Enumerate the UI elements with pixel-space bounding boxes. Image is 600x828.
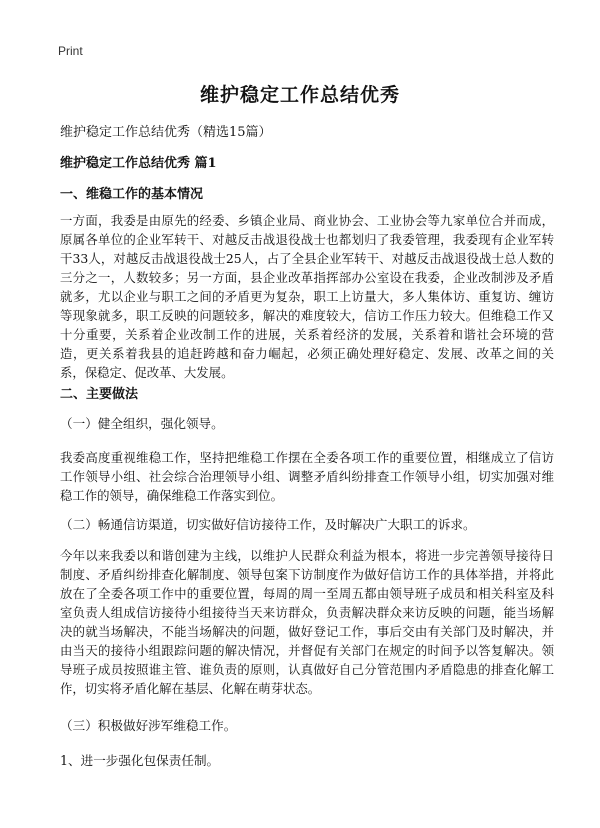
section-1-paragraph: 一方面，我委是由原先的经委、乡镇企业局、商业协会、工业协会等九家单位合并而成，原属各单位的企业军转干、对越反击战退役战士也都划归了我委管理，我委现有企业军转干33人，对越反击战退役战士25人，占了全县企业军转干、对越反击战退役战士总人数的三分之一，人数较多；另一方面，县企业改革指挥部办公室设在我委，企业改制涉及矛盾就多，尤以企业与职工之间的矛盾更为复杂，职工上访量大，多人集体访、重复访、缠访等现象就多，职工反映的问题较多，解决的难度较大，信访工作压力较大。但维稳工作又十分重要，关系着企业改制工作的进展，关系着经济的发展，关系着和谐社会环境的营造，更关系着我县的追赶跨越和奋力崛起，必须正确处理好稳定、发展、改革之间的关系，保稳定、促改革、大发展。 <box>60 213 554 380</box>
page-title: 维护稳定工作总结优秀 <box>199 84 400 106</box>
item-1-heading: 1、进一步强化包保责任制。 <box>60 753 220 768</box>
print-link[interactable]: Print <box>58 44 83 58</box>
section-2-heading: 二、主要做法 <box>60 387 139 402</box>
subsection-2-paragraph: 今年以来我委以和谐创建为主线，以维护人民群众利益为根本，将进一步完善领导接待日制度、矛盾纠纷排查化解制度、领导包案下访制度作为做好信访工作的具体举措，并将此放在了全委各项工作中的重要位置，每周的周一至周五都由领导班子成员和相关科室及科室负责人组成信访接待小组接待当天来访群众，负责解决群众来访反映的问题，能当场解决的就当场解决，不能当场解决的问题，做好登记工作，事后交由有关部门及时解决，并由当天的接待小组跟踪问题的解决情况，并督促有关部门在规定的时间予以答复解决。领导班子成员按照谁主管、谁负责的原则，认真做好自己分管范围内矛盾隐患的排查化解工作，切实将矛盾化解在基层、化解在萌芽状态。 <box>60 548 554 696</box>
document-subtitle: 维护稳定工作总结优秀（精选15篇） <box>60 125 272 140</box>
part-title: 维护稳定工作总结优秀 篇1 <box>60 156 217 171</box>
subsection-2-heading: （二）畅通信访渠道，切实做好信访接待工作，及时解决广大职工的诉求。 <box>60 517 476 532</box>
section-1-heading: 一、维稳工作的基本情况 <box>60 187 204 202</box>
subsection-1-paragraph: 我委高度重视维稳工作，坚持把维稳工作摆在全委各项工作的重要位置，相继成立了信访工作领导小组、社会综合治理领导小组、调整矛盾纠纷排查工作领导小组，切实加强对维稳工作的领导，确保维稳工作落实到位。 <box>60 450 554 503</box>
subsection-3-heading: （三）积极做好涉军维稳工作。 <box>60 718 237 733</box>
subsection-1-heading: （一）健全组织，强化领导。 <box>60 416 224 431</box>
